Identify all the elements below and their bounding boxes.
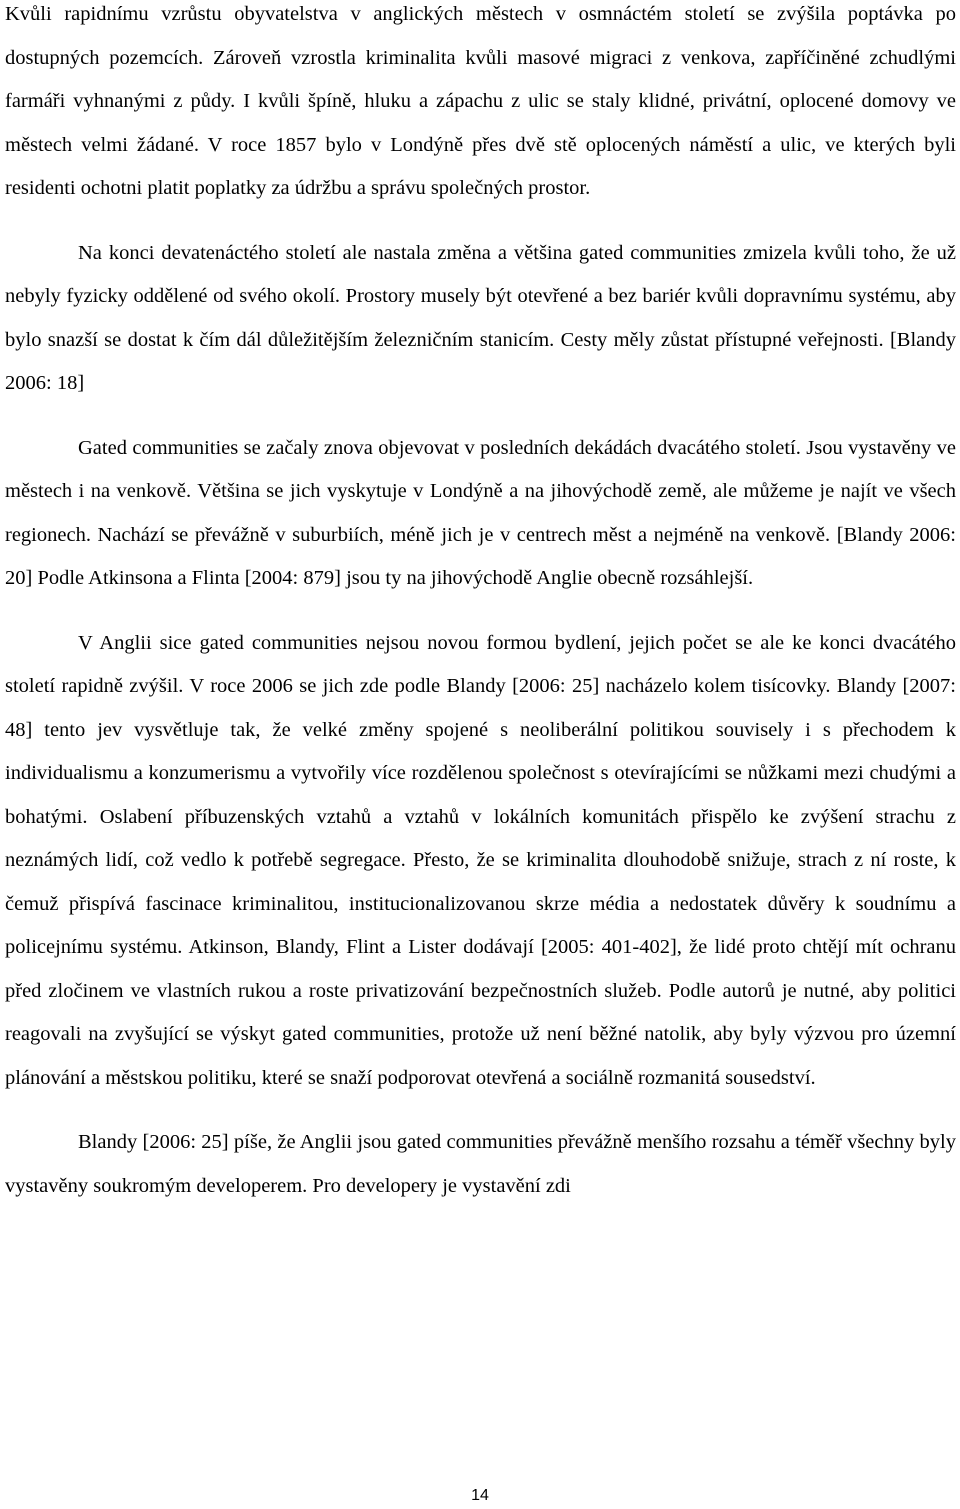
page-number: 14 xyxy=(471,1487,489,1504)
paragraph-gap xyxy=(5,211,956,232)
paragraph-2: Na konci devatenáctého století ale nastala změna a většina gated communities zmizela kvůli toho, že už nebyly fyzicky oddělené od svého okolí. Prostory musely být otevřené a bez bariér kvůli dopravnímu systému, aby bylo snazší se dostat k čím dál důležitějším železničním stanicím. Cesty měly zůstat přístupné veřejnosti. [Blandy 2006: 18] xyxy=(5,241,956,394)
paragraph-gap xyxy=(5,1100,956,1121)
document-page xyxy=(5,0,956,1208)
paragraph-gap xyxy=(5,601,956,622)
paragraph-3: Gated communities se začaly znova objevovat v posledních dekádách dvacátého století. Jsou vystavěny ve městech i na venkově. Většina se jich vyskytuje v Londýně a na jihovýchodě země, ale můžeme je najít ve všech regionech. Nachází se převážně v suburbiích, méně jich je v centrech měst a nejméně na venkově. [Blandy 2006: 20] Podle Atkinsona a Flinta [2004: 879] jsou ty na jihovýchodě Anglie obecně rozsáhlejší. xyxy=(5,436,956,589)
paragraph-4: V Anglii sice gated communities nejsou novou formou bydlení, jejich počet se ale ke konci dvacátého století rapidně zvýšil. V roce 2006 se jich zde podle Blandy [2006: 25] nacházelo kolem tisícovky. Blandy [2007: 48] tento jev vysvětluje tak, že velké změny spojené s neoliberální politikou souvisely i s přechodem k individualismu a konzumerismu a vytvořily více rozdělenou společnost s otevírajícími se nůžkami mezi chudými a bohatými. Oslabení příbuzenských vztahů a vztahů v lokálních komunitách přispělo ke zvýšení strachu z neznámých lidí, což vedlo k potřebě segregace. Přesto, že se kriminalita dlouhodobě snižuje, strach z ní roste, k čemuž přispívá fascinace kriminalitou, institucionalizovanou skrze média a nedostatek důvěry k soudnímu a policejnímu systému. Atkinson, Blandy, Flint a Lister dodávají [2005: 401-402], že lidé proto chtějí mít ochranu před zločinem ve vlastních rukou a roste privatizování bezpečnostních služeb. Podle autorů je nutné, aby politici reagovali na zvyšující se výskyt gated communities, protože už není běžné natolik, aby byly výzvou pro územní plánování a městskou politiku, které se snaží podporovat otevřená a sociálně rozmanitá sousedství. xyxy=(5,631,956,1089)
paragraph-gap xyxy=(5,406,956,427)
paragraph-5: Blandy [2006: 25] píše, že Anglii jsou gated communities převážně menšího rozsahu a téměř všechny byly vystavěny soukromým developerem. Pro developery je vystavění zdi xyxy=(5,1131,956,1197)
paragraph-1: Kvůli rapidnímu vzrůstu obyvatelstva v anglických městech v osmnáctém století se zvýšila poptávka po dostupných pozemcích. Zároveň vzrostla kriminalita kvůli masové migraci z venkova, zapříčiněné zchudlými farmáři vyhnanými z půdy. I kvůli špíně, hluku a zápachu z ulic se staly klidné, privátní, oplocené domovy ve městech velmi žádané. V roce 1857 bylo v Londýně přes dvě stě oplocených náměstí a ulic, ve kterých byli residenti ochotni platit poplatky za údržbu a správu společných prostor. xyxy=(5,3,956,199)
